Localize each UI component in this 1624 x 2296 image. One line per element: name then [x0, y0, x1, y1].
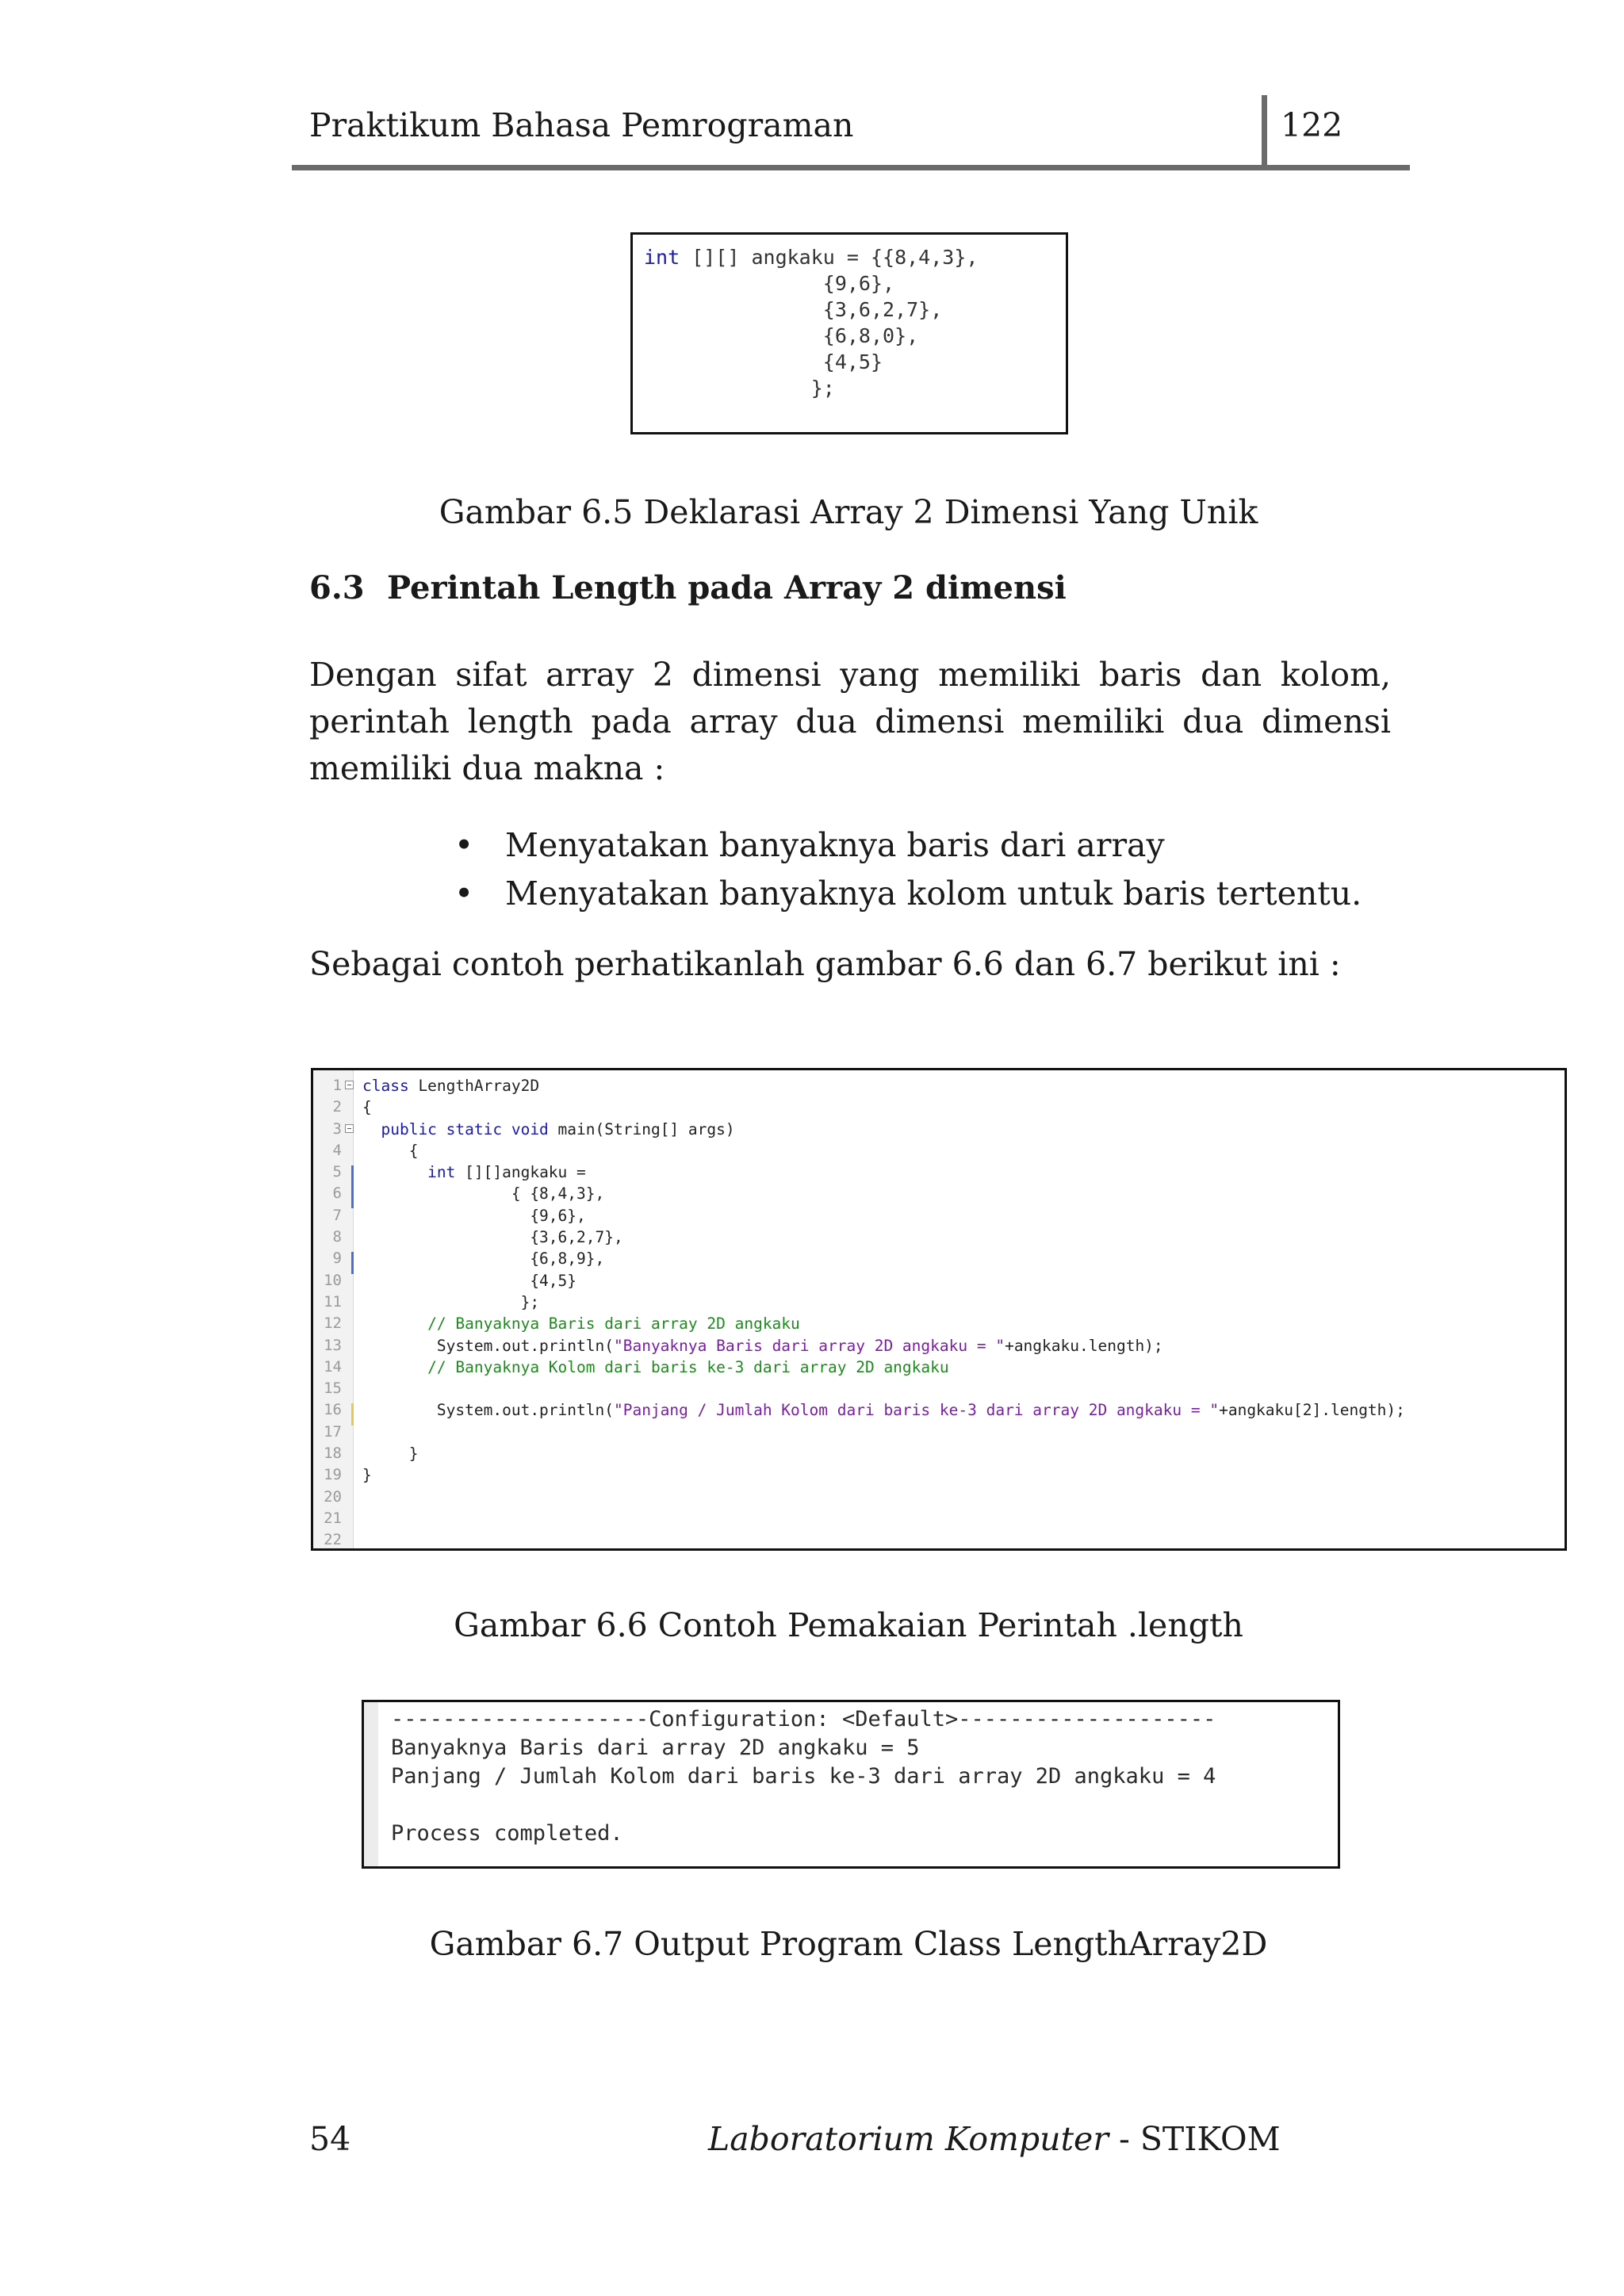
line-number: 15	[324, 1380, 342, 1398]
code-text: +angkaku[2].length);	[1219, 1401, 1405, 1420]
section-title: Perintah Length pada Array 2 dimensi	[387, 569, 1067, 607]
code-line: {6,8,0},	[644, 324, 919, 347]
code-line: {4,5}	[644, 350, 883, 373]
footer-lab-rest: - STIKOM	[1108, 2120, 1281, 2158]
code-line: {9,6},	[362, 1206, 586, 1225]
list-item-text: Menyatakan banyaknya kolom untuk baris tertentu.	[505, 874, 1362, 913]
code-line: {3,6,2,7},	[644, 298, 943, 321]
code-line: };	[644, 377, 835, 400]
line-number: 19	[324, 1466, 342, 1484]
change-marker	[351, 1165, 354, 1188]
line-number: 13	[324, 1336, 342, 1354]
code-string: "Panjang / Jumlah Kolom dari baris ke-3 dari array 2D angkaku = "	[613, 1401, 1220, 1420]
console-line: Panjang / Jumlah Kolom dari baris ke-3 dari array 2D angkaku = 4	[391, 1764, 1216, 1789]
bullet-icon: •	[454, 874, 474, 913]
footer-lab-italic: Laboratorium Komputer	[708, 2120, 1109, 2158]
line-number: 6	[332, 1184, 342, 1203]
code-line: };	[362, 1292, 540, 1311]
line-number: 9	[332, 1249, 342, 1268]
code-line: {4,5}	[362, 1271, 577, 1290]
code-line: {	[362, 1141, 419, 1160]
change-marker	[351, 1252, 354, 1274]
line-number: 21	[324, 1509, 342, 1527]
code-text: System.out.println(	[362, 1401, 614, 1420]
line-number: 8	[332, 1228, 342, 1246]
code-line: }	[362, 1466, 372, 1485]
console-line: --------------------Configuration: <Default>--------------------	[391, 1707, 1216, 1732]
line-number: 1	[332, 1077, 342, 1094]
code-string: "Banyaknya Baris dari array 2D angkaku = "	[613, 1336, 1005, 1355]
code-text: [][] angkaku = {{8,4,3},	[680, 246, 979, 269]
header-rule	[292, 165, 1410, 170]
console-line: Process completed.	[391, 1821, 623, 1846]
fold-collapse-icon[interactable]	[345, 1124, 354, 1133]
line-number: 5	[332, 1163, 342, 1181]
list-item-text: Menyatakan banyaknya baris dari array	[505, 826, 1165, 864]
console-gutter	[364, 1702, 378, 1866]
line-number: 10	[324, 1271, 342, 1289]
list-item	[448, 821, 1362, 870]
footer-page-number: 54	[309, 2120, 351, 2158]
line-number: 12	[324, 1314, 342, 1333]
line-number: 11	[324, 1292, 342, 1311]
bullet-list	[448, 821, 1362, 918]
code-keyword: public static void	[362, 1119, 549, 1138]
list-item	[448, 870, 1362, 918]
code-comment: // Banyaknya Kolom dari baris ke-3 dari array 2D angkaku	[362, 1357, 949, 1376]
change-marker	[351, 1403, 354, 1425]
figure-6-5-caption: Gambar 6.5 Deklarasi Array 2 Dimensi Yang Unik	[439, 493, 1258, 531]
console-output	[391, 1705, 1216, 1848]
code-line: {6,8,9},	[362, 1249, 605, 1269]
code-text: LengthArray2D	[408, 1077, 540, 1095]
code-text: main(String[] args)	[548, 1119, 735, 1138]
code-comment: // Banyaknya Baris dari array 2D angkaku	[362, 1314, 800, 1334]
header-divider	[1262, 95, 1267, 166]
bullet-icon: •	[454, 826, 474, 864]
change-marker	[351, 1187, 354, 1208]
line-number: 17	[324, 1422, 342, 1441]
console-line: Banyaknya Baris dari array 2D angkaku = 5	[391, 1735, 920, 1760]
line-number: 3	[332, 1119, 342, 1138]
java-source-code	[362, 1075, 1405, 1529]
line-number: 22	[324, 1531, 342, 1549]
figure-6-5-code	[644, 244, 978, 401]
figure-6-5-code-box	[630, 232, 1068, 434]
line-number: 4	[332, 1141, 342, 1159]
code-line: {3,6,2,7},	[362, 1228, 623, 1247]
code-keyword: int	[644, 246, 680, 269]
line-number: 2	[332, 1098, 342, 1116]
code-line: { {8,4,3},	[362, 1184, 605, 1203]
footer-lab-name	[708, 2120, 1281, 2158]
figure-6-6-editor	[311, 1068, 1567, 1551]
code-line: {9,6},	[644, 272, 895, 295]
header-page-number: 122	[1281, 106, 1343, 144]
line-number: 18	[324, 1445, 342, 1463]
code-text: [][]angkaku =	[455, 1163, 586, 1182]
body-paragraph-2: Sebagai contoh perhatikanlah gambar 6.6 dan 6.7 berikut ini :	[309, 945, 1341, 983]
figure-6-7-output-console	[362, 1700, 1340, 1869]
code-text: System.out.println(	[362, 1336, 614, 1355]
code-keyword: int	[362, 1163, 456, 1182]
line-numbers	[313, 1075, 342, 1552]
figure-6-6-caption: Gambar 6.6 Contoh Pemakaian Perintah .length	[454, 1606, 1243, 1644]
line-number: 7	[332, 1206, 342, 1224]
code-keyword: class	[362, 1077, 409, 1095]
body-paragraph: Dengan sifat array 2 dimensi yang memiliki baris dan kolom, perintah length pada array dua dimensi memiliki dua dimensi memiliki dua makna :	[309, 656, 1391, 787]
line-number: 20	[324, 1487, 342, 1506]
running-header-title: Praktikum Bahasa Pemrograman	[309, 106, 854, 144]
code-line: {	[362, 1098, 372, 1117]
line-number: 16	[324, 1401, 342, 1419]
section-number: 6.3	[309, 569, 365, 607]
code-line: }	[362, 1445, 419, 1464]
code-text: +angkaku.length);	[1005, 1336, 1163, 1355]
line-number: 14	[324, 1357, 342, 1376]
figure-6-7-caption: Gambar 6.7 Output Program Class LengthArray2D	[429, 1925, 1268, 1963]
fold-collapse-icon[interactable]	[345, 1081, 354, 1089]
